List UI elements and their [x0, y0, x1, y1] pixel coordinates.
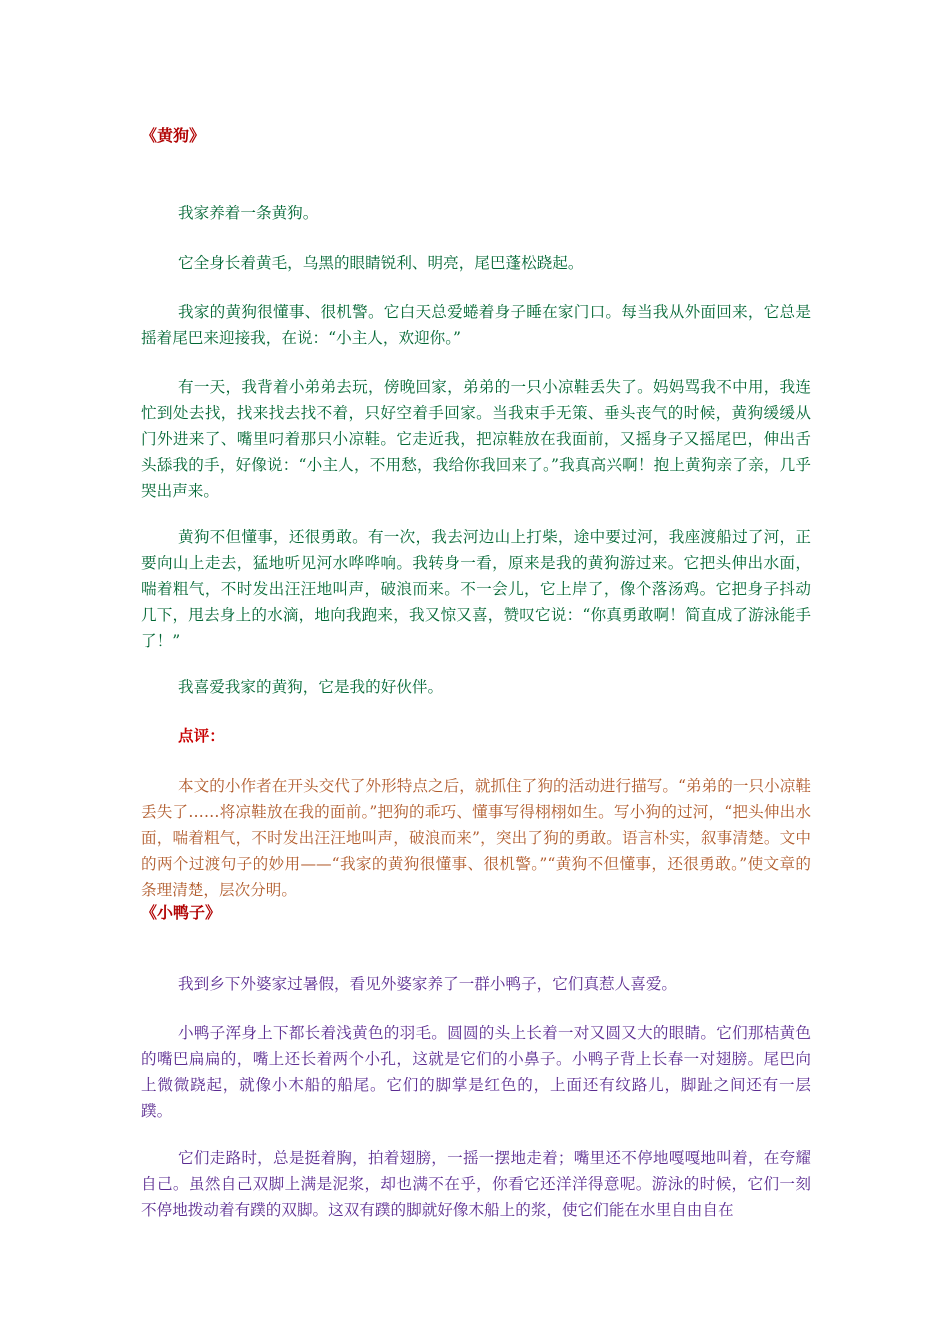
essay1-paragraph: 我家的黄狗很懂事、很机警。它白天总爱蜷着身子睡在家门口。每当我从外面回来，它总是摇着尾巴来迎接我，在说：“小主人，欢迎你。”	[141, 303, 811, 347]
essay1-paragraph: 它全身长着黄毛，乌黑的眼睛锐利、明亮，尾巴蓬松跷起。	[178, 254, 584, 272]
essay2-paragraph: 它们走路时，总是挺着胸，拍着翅膀，一摇一摆地走着；嘴里还不停地嘎嘎地叫着，在夸耀自己。虽然自己双脚上满是泥浆，却也满不在乎，你看它还洋洋得意呢。游泳的时候，它们一刻不停地拨动着有蹼的双脚。这双有蹼的脚就好像木船上的浆，使它们能在水里自由自在	[141, 1149, 811, 1219]
essay1-paragraph: 黄狗不但懂事，还很勇敢。有一次，我去河边山上打柴，途中要过河，我座渡船过了河，正要向山上走去，猛地听见河水哗哗响。我转身一看，原来是我的黄狗游过来。它把头伸出水面，喘着粗气，不时发出汪汪地叫声，破浪而来。不一会儿，它上岸了，像个落汤鸡。它把身子抖动几下，甩去身上的水滴，地向我跑来，我又惊又喜，赞叹它说：“你真勇敢啊！简直成了游泳能手了！”	[141, 528, 811, 650]
essay1-paragraph: 我家养着一条黄狗。	[178, 204, 319, 222]
essay1-paragraph: 我喜爱我家的黄狗，它是我的好伙伴。	[178, 678, 444, 696]
comment-label: 点评：	[178, 726, 225, 745]
essay1-paragraph: 有一天，我背着小弟弟去玩，傍晚回家，弟弟的一只小凉鞋丢失了。妈妈骂我不中用，我连忙到处去找，找来找去找不着，只好空着手回家。当我束手无策、垂头丧气的时候，黄狗缓缓从门外进来了、嘴里叼着那只小凉鞋。它走近我，把凉鞋放在我面前，又摇身子又摇尾巴，伸出舌头舔我的手，好像说：“小主人，不用愁，我给你我回来了。”我真高兴啊！抱上黄狗亲了亲，几乎哭出声来。	[141, 378, 811, 500]
essay2-paragraph: 我到乡下外婆家过暑假，看见外婆家养了一群小鸭子，它们真惹人喜爱。	[178, 975, 678, 993]
essay2-paragraph: 小鸭子浑身上下都长着浅黄色的羽毛。圆圆的头上长着一对又圆又大的眼睛。它们那桔黄色的嘴巴扁扁的，嘴上还长着两个小孔，这就是它们的小鼻子。小鸭子背上长春一对翅膀。尾巴向上微微跷起，就像小木船的船尾。它们的脚掌是红色的，上面还有纹路儿，脚趾之间还有一层蹼。	[141, 1024, 811, 1120]
comment-paragraph: 本文的小作者在开头交代了外形特点之后，就抓住了狗的活动进行描写。“弟弟的一只小凉鞋丢失了……将凉鞋放在我的面前。”把狗的乖巧、懂事写得栩栩如生。写小狗的过河，“把头伸出水面，喘着粗气，不时发出汪汪地叫声，破浪而来”，突出了狗的勇敢。语言朴实，叙事清楚。文中的两个过渡句子的妙用——“我家的黄狗很懂事、很机警。”“黄狗不但懂事，还很勇敢。”使文章的条理清楚，层次分明。	[141, 777, 811, 899]
essay2-title: 《小鸭子》	[141, 903, 222, 922]
essay1-title: 《黄狗》	[141, 126, 206, 145]
